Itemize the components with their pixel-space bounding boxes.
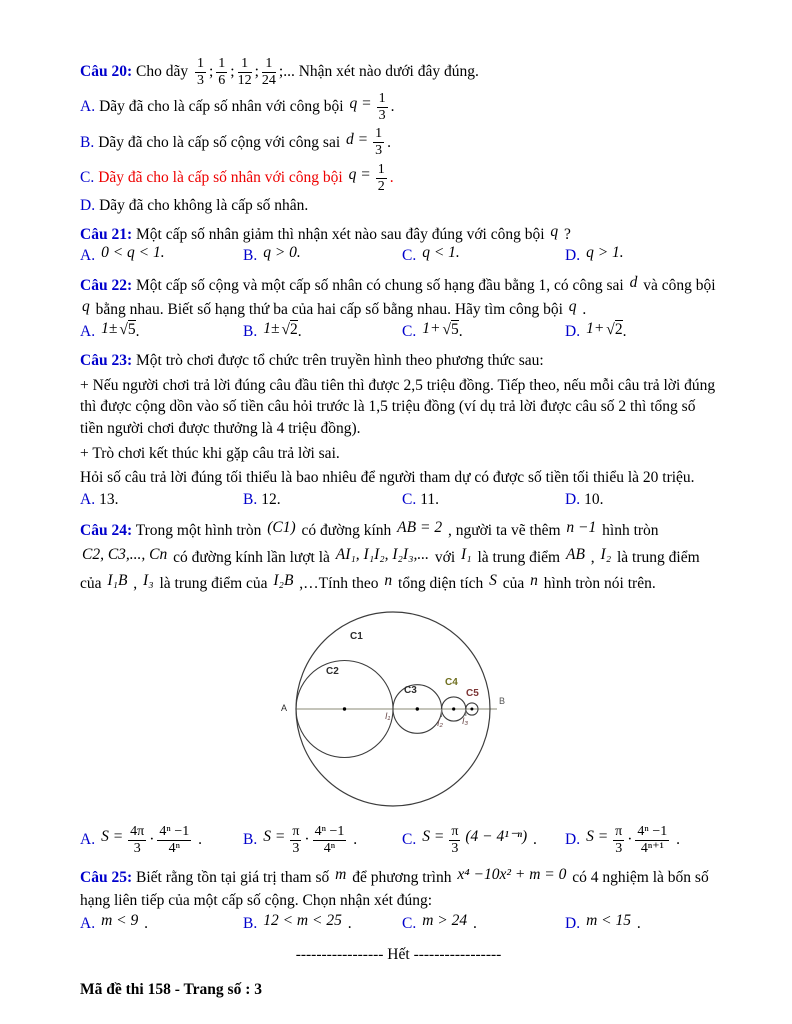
option-a: [80, 824, 243, 857]
question-22-options: [80, 319, 717, 341]
option-c-correct: [80, 162, 717, 195]
option-b: [243, 824, 402, 857]
figure-label-c5: C5: [466, 688, 479, 700]
option-letter: D.: [565, 491, 581, 509]
option-letter: A.: [80, 831, 96, 849]
option-a: [80, 911, 243, 933]
question-20-options: [80, 91, 717, 215]
question-23-question: Hỏi số câu trả lời đúng tối thiểu là bao nhiêu để người tham dự có được số tiền tối thiểu là 20 triệu.: [80, 469, 695, 487]
question-24-label: Câu 24:: [80, 522, 133, 540]
option-a: [80, 491, 243, 509]
option-text: Dãy đã cho là cấp số nhân với công bội q = $\frac{1}{3}$ .: [99, 91, 395, 124]
option-letter: D.: [565, 322, 581, 340]
center-dot-c4: [452, 707, 455, 710]
figure-label-a: A: [281, 703, 288, 714]
option-letter: D.: [565, 831, 581, 849]
option-letter: C.: [402, 247, 417, 265]
option-letter: B.: [243, 491, 258, 509]
option-text: 12 < m < 25 .: [263, 911, 352, 932]
question-25-text: Biết rằng tồn tại giá trị tham số m để phương trình x⁴ −10x² + m = 0 có 4 nghiệm là bốn số hạng liên tiếp của một cấp số cộng. Chọn nhận xét đúng:: [80, 866, 709, 910]
question-24-options: [80, 824, 717, 857]
question-25: [80, 866, 717, 933]
question-21-text: Một cấp số nhân giảm thì nhận xét nào sau đây đúng với công bội q ?: [135, 222, 571, 243]
option-letter: B.: [243, 914, 258, 932]
figure-svg: [278, 606, 520, 818]
option-c: [402, 244, 565, 265]
question-23-options: [80, 491, 717, 509]
option-a: [80, 319, 243, 341]
option-text: Dãy đã cho không là cấp số nhân.: [99, 196, 309, 214]
question-23-title: [80, 350, 717, 372]
center-dot-c3: [416, 707, 419, 710]
option-letter: C.: [402, 914, 417, 932]
question-22-title: [80, 274, 717, 321]
question-24: [80, 518, 717, 857]
option-d: [565, 824, 717, 857]
option-d: [80, 197, 717, 215]
question-22-text: Một cấp số cộng và một cấp số nhân có chung số hạng đầu bằng 1, có công sai d và công bội q bằng nhau. Biết số hạng thứ ba của hai cấp số bằng nhau. Hãy tìm công bội q .: [82, 274, 716, 318]
question-20-title: [80, 56, 717, 89]
figure-label-c2: C2: [326, 666, 339, 678]
question-22: [80, 274, 717, 341]
option-letter: C.: [402, 831, 417, 849]
question-24-title: [80, 518, 717, 598]
figure-label-i3: I₃: [462, 716, 469, 727]
option-b: [243, 244, 402, 265]
option-text: 1± √5.: [101, 319, 140, 340]
question-21-title: [80, 224, 717, 246]
center-dot-c5: [470, 708, 473, 711]
option-letter: B.: [243, 831, 258, 849]
figure-label-c3: C3: [404, 685, 417, 697]
option-text: m < 15 .: [586, 911, 641, 932]
question-20-label: Câu 20:: [80, 63, 133, 81]
question-25-title: [80, 866, 717, 913]
option-letter: C.: [80, 168, 95, 186]
page-footer: Mã đề thi 158 - Trang số : 3: [80, 980, 262, 998]
exam-content: [80, 56, 717, 1014]
question-25-label: Câu 25:: [80, 869, 133, 887]
question-21: [80, 224, 717, 266]
option-text: q > 0.: [263, 244, 301, 262]
option-text: 10.: [584, 491, 604, 509]
option-letter: C.: [402, 491, 417, 509]
option-b: [80, 126, 717, 159]
option-letter: D.: [565, 247, 581, 265]
option-text: S = $\frac{\pi}{3}$ · $\frac{\text{4ⁿ −1}}{\text{4ⁿ}}$ .: [263, 824, 358, 857]
question-21-options: [80, 244, 717, 265]
option-letter: A.: [80, 322, 96, 340]
option-a: [80, 244, 243, 265]
option-letter: C.: [402, 322, 417, 340]
option-text: m < 9 .: [101, 911, 148, 932]
figure-label-i1: I₁: [385, 711, 391, 722]
question-23-bullet-2: + Trò chơi kết thúc khi gặp câu trả lời sai.: [80, 444, 340, 462]
option-text: Dãy đã cho là cấp số cộng với công sai d = $\frac{1}{3}$ .: [98, 126, 391, 159]
option-text: S = $\frac{4\pi}{3}$ · $\frac{\text{4ⁿ −1}}{\text{4ⁿ}}$ .: [101, 824, 202, 857]
option-letter: B.: [243, 247, 258, 265]
question-25-options: [80, 911, 717, 933]
question-23: [80, 350, 717, 509]
question-20-text: Cho dãy $\frac{1}{3}$ ; $\frac{1}{6}$ ; $\frac{1}{12}$ ; $\frac{1}{24}$ ;... Nhận xét nào dưới đây đúng.: [135, 56, 479, 89]
question-23-bullet-1: + Nếu người chơi trả lời đúng câu đầu tiên thì được 2,5 triệu đồng. Tiếp theo, nếu mỗi câu trả lời đúng thì được cộng dồn vào số tiền câu hỏi trước là 1,5 triệu đồng (ví dụ trả lời được câu số 2 thì tổng số tiền người chơi được thưởng là 4 triệu đồng).: [80, 376, 716, 437]
option-b: [243, 319, 402, 341]
option-text: 1+ √2.: [586, 319, 627, 340]
option-d: [565, 911, 717, 933]
option-text: S = $\frac{\pi}{3}$ (4 − 4¹⁻ⁿ) .: [422, 824, 537, 857]
figure-label-i2: I₂: [437, 718, 443, 729]
question-23-label: Câu 23:: [80, 351, 133, 369]
option-c: [402, 911, 565, 933]
figure-label-c1: C1: [350, 631, 363, 643]
option-letter: B.: [243, 322, 258, 340]
option-c: [402, 319, 565, 341]
option-text: 11.: [420, 491, 440, 509]
option-d: [565, 244, 717, 265]
option-text: 1+ √5.: [422, 319, 463, 340]
option-b: [243, 491, 402, 509]
option-text: q < 1.: [422, 244, 460, 262]
option-text: 12.: [261, 491, 281, 509]
option-letter: A.: [80, 247, 96, 265]
circles-figure: [278, 606, 520, 818]
option-c: [402, 491, 565, 509]
option-d: [565, 491, 717, 509]
question-24-text: Trong một hình tròn (C1) có đường kính AB = 2 , người ta vẽ thêm n −1 hình tròn C2, C3,..., Cn có đường kính lần lượt là AI₁, I₁I₂, I₂I₃,... với I₁ là trung điểm AB , I₂ là trung điểm của I₁B , I₃ là trung điểm của I₂B ,…Tính theo n tổng diện tích S của n hình tròn nói trên.: [80, 519, 700, 593]
option-text: Dãy đã cho là cấp số nhân với công bội q = $\frac{1}{2}$ .: [98, 161, 394, 194]
option-text: 13.: [99, 491, 119, 509]
option-text: S = $\frac{\pi}{3}$ · $\frac{\text{4ⁿ −1}}{\text{4ⁿ⁺¹}}$ .: [586, 824, 680, 857]
figure-label-c4: C4: [445, 677, 458, 689]
option-letter: D.: [80, 196, 96, 214]
option-text: m > 24 .: [422, 911, 477, 932]
option-letter: A.: [80, 914, 96, 932]
question-23-text: Một trò chơi được tổ chức trên truyền hình theo phương thức sau:: [135, 351, 544, 369]
end-marker: ----------------- Hết -----------------: [295, 945, 502, 963]
option-letter: A.: [80, 491, 96, 509]
option-letter: A.: [80, 98, 96, 116]
question-20: [80, 56, 717, 215]
figure-label-b: B: [499, 696, 506, 707]
option-text: 0 < q < 1.: [101, 244, 165, 262]
question-21-label: Câu 21:: [80, 225, 133, 243]
question-22-label: Câu 22:: [80, 277, 133, 295]
option-c: [402, 824, 565, 857]
option-b: [243, 911, 402, 933]
option-letter: B.: [80, 133, 95, 151]
option-text: q > 1.: [586, 244, 624, 262]
option-a: [80, 91, 717, 124]
option-letter: D.: [565, 914, 581, 932]
option-text: 1± √2.: [263, 319, 302, 340]
option-d: [565, 319, 717, 341]
center-dot-c2: [343, 707, 346, 710]
